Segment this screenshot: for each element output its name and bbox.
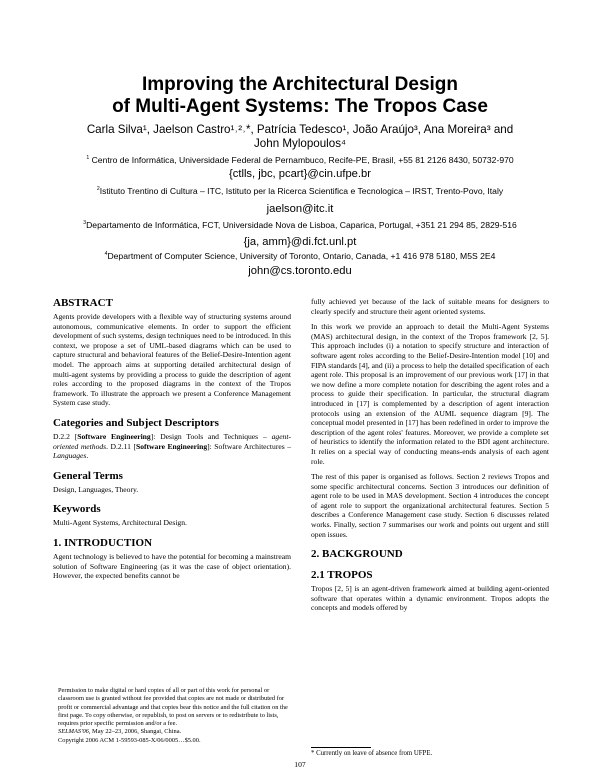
paper-title [40,74,560,118]
left-column [53,297,291,581]
affiliation-4: $^4$Department of Computer Science, University of Toronto, Ontario, Canada, +1 416 978 5180, M5S 2E4 [104,251,496,261]
tropos-text: Tropos [2, 5] is an agent-driven framework aimed at building agent-oriented software that operates within a dynamic environment. Tropos adopts the concepts and models offered by [311,584,549,613]
outline-paragraph: The rest of this paper is organised as follows. Section 2 reviews Tropos and some specific architectural concerns. Section 3 introduces our definition of agent role to be used in MAS development. Section 4 introduces the concept of agent role to support the organizational architectural features. Section 5 describes a Conference Management case study. Section 6 discusses related works. Finally, section 7 summarises our work and points out urgent and still open issues. [311,472,549,539]
permission-text: Permission to make digital or hard copies of all or part of this work for personal or classroom use is granted without fee provided that copies are not made or distributed for profit or commercial advantage and that copies bear this notice and the full citation on the first page. To copy otherwise, or republish, to post on servers or to redistribute to lists, requires prior specific permission and/or a fee. [58,687,288,728]
keywords-heading: Keywords [53,503,101,516]
affiliation-3-email: {ja, amm}@di.fct.unl.pt [243,236,357,248]
introduction-heading: 1. INTRODUCTION [53,536,153,549]
title-line-2: of Multi-Agent Systems: The Tropos Case [112,96,488,117]
categories-heading: Categories and Subject Descriptors [53,416,219,429]
page-number: 107 [294,760,306,769]
affiliation-4-email: john@cs.toronto.edu [248,265,352,277]
footnote: * Currently on leave of absence from UFPE. [311,750,433,757]
affiliation-2-email: jaelson@itc.it [266,203,334,215]
approach-paragraph: In this work we provide an approach to detail the Multi-Agent Systems (MAS) architectural design, in the context of the Tropos framework [2, 5]. This approach includes (i) a notation to specify structure and interaction of software agent roles according to the Belief-Desire-Intention model [10] and FIPA standards [4], and (ii) a process to help the detailed specification of each agent role. This proposal is an improvement of our previous work [17] in that we now define a more complete notation for describing the agent roles and a process to guide their specification. In particular, the structural diagram introduced in [17] is complemented by a description of agent interaction protocols using an extension of the AUML sequence diagram [9]. The conceptual model presented in [17] has been redefined in order to improve the description of the agent roles' features. Moreover, we provide a complete set of heuristics to identify the information related to the BDI agent architecture. It relies on a special way of conducting means-ends analysis of each agent role. [311,322,549,466]
keywords-text: Multi-Agent Systems, Architectural Design. [53,518,187,528]
right-column [311,297,549,613]
authors-line-1: Carla Silva¹, Jaelson Castro¹˒²˒*, Patrícia Tedesco¹, João Araújo³, Ana Moreira³ and [86,123,514,136]
categories-text: D.2.2 [Software Engineering]: Design Tools and Techniques – agent-oriented methods. D.2.11 [Software Engineering]: Software Architectures – Languages. [53,431,291,461]
tropos-heading: 2.1 TROPOS [311,569,373,582]
abstract-text: Agents provide developers with a flexible way of structuring systems around autonomous, communicative elements. In order to support the efficient development of such systems, design techniques need to be introduced. In this context, we propose a set of UML-based diagrams which can be used to capture structural and behavioral features of the Belief-Desire-Intention agent model. The approach aims at supporting detailed architectural design of multi-agent systems by providing a process to guide the description of agent roles according to the proposed diagrams in the context of the Tropos framework. To illustrate the approach we present a Conference Management System case study. [53,312,291,408]
affiliation-1: $^1$ Centro de Informática, Universidade Federal de Pernambuco, Recife-PE, Brasil, +55 81 2126 8430, 50732-970 [86,155,514,165]
abstract-heading: ABSTRACT [53,297,113,309]
author-list [40,123,560,151]
background-heading: 2. BACKGROUND [311,548,403,561]
general-terms-heading: General Terms [53,469,123,482]
copyright-line: Copyright 2006 ACM 1-59593-085-X/06/0005…$5.00. [58,736,201,744]
affiliation-2: $^2$Istituto Trentino di Cultura – ITC, Istituto per la Ricerca Scientifica e Tecnologica – IRST, Trento-Povo, Italy [96,186,504,196]
title-line-1: Improving the Architectural Design [141,74,458,95]
affiliation-1-email: {ctlls, jbc, pcart}@cin.ufpe.br [229,168,371,180]
intro-continued-text: fully achieved yet because of the lack of suitable means for designers to clearly specify and structure their agent oriented systems. [311,297,549,316]
affiliation-3: $^3$Departamento de Informática, FCT, Universidade Nova de Lisboa, Caparica, Portugal, +351 21 294 85, 2829-516 [83,220,517,230]
venue-line: SELMAS'06, May 22–23, 2006, Shangai, China. [58,728,182,736]
authors-line-2: John Mylopoulos⁴ [254,137,346,150]
permission-notice [58,687,288,745]
footnote-rule [311,747,371,748]
introduction-text: Agent technology is believed to have the potential for becoming a mainstream solution of Software Engineering (as it was the case of object orientation). However, the expected benefits cannot be [53,551,291,581]
general-terms-text: Design, Languages, Theory. [53,484,139,494]
